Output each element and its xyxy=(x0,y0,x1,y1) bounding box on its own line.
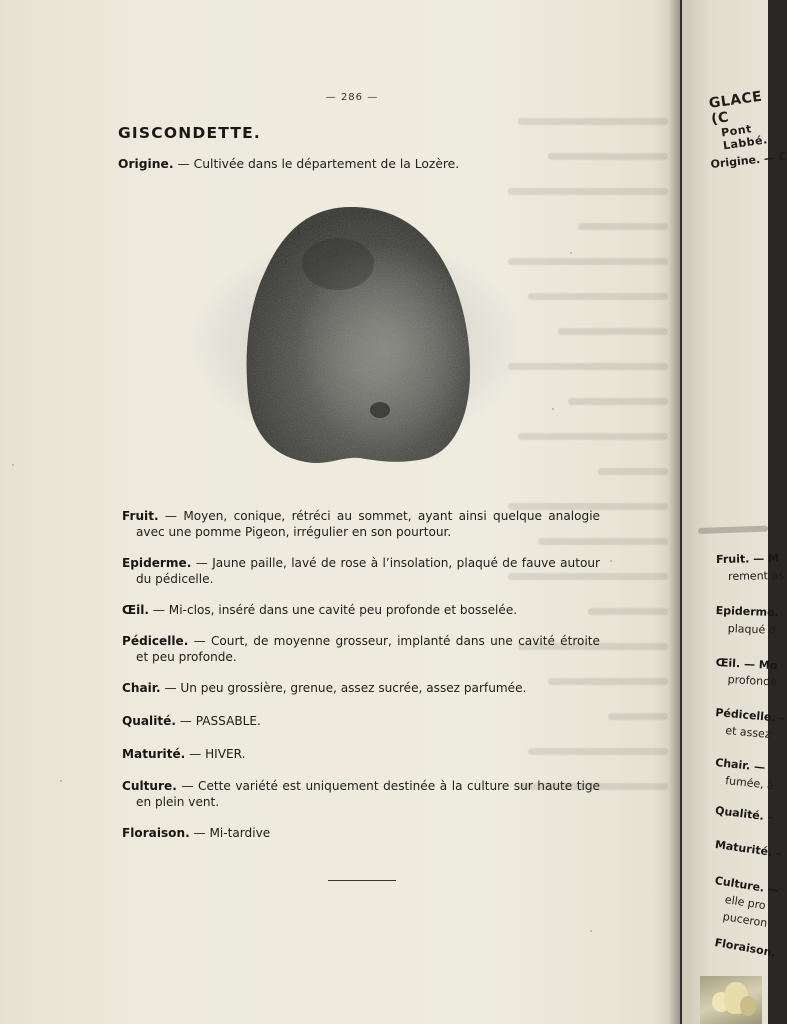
right-page xyxy=(682,0,787,1024)
next-field-oeil: Œil. — Mo xyxy=(715,656,778,673)
variety-title: GISCONDETTE. xyxy=(118,124,262,142)
end-rule xyxy=(328,880,396,881)
origin-line xyxy=(118,157,459,171)
next-origin: Origine. — C xyxy=(710,150,787,171)
page-number: — 286 — xyxy=(325,92,379,103)
next-field-pedicelle: Pédicelle. – xyxy=(714,706,786,726)
field-pedicelle: Pédicelle. — Court, de moyenne grosseur, implanté dans une cavité étroite et peu profonde. xyxy=(122,634,600,664)
origin-label: Origine. xyxy=(118,157,174,171)
field-qualite: Qualité. — PASSABLE. xyxy=(122,714,261,728)
next-field-floraison: Floraison. xyxy=(713,936,777,960)
next-field-culture: Culture. — xyxy=(713,874,780,897)
corner-thumbnail xyxy=(700,976,762,1024)
fruit-photo xyxy=(242,204,472,468)
field-culture: Culture. — Cette variété est uniquement destinée à la culture sur haute tige en plein vent. xyxy=(122,779,600,809)
field-chair: Chair. — Un peu grossière, grenue, assez sucrée, assez parfumée. xyxy=(122,681,527,695)
field-maturite: Maturité. — HIVER. xyxy=(122,747,246,761)
next-field-maturite: Maturité. – xyxy=(714,838,783,861)
field-fruit: Fruit. — Moyen, conique, rétréci au sommet, ayant ainsi quelque analogie avec une pomme Pigeon, irrégulier en son pourtour. xyxy=(122,509,600,539)
field-epiderme: Epiderme. — Jaune paille, lavé de rose à l’insolation, plaqué de fauve autour du pédicelle. xyxy=(122,556,600,586)
description-block xyxy=(122,508,600,841)
next-variety-title: GLACE (C Pont Labbé. xyxy=(708,88,769,153)
field-floraison: Floraison. — Mi-tardive xyxy=(122,826,271,840)
origin-text: — Cultivée dans le département de la Lozère. xyxy=(173,157,460,171)
next-field-chair: Chair. — xyxy=(714,756,766,775)
next-field-qualite: Qualité. – xyxy=(714,804,774,825)
field-oeil: Œil. — Mi-clos, inséré dans une cavité peu profonde et bosselée. xyxy=(122,603,518,617)
next-field-fruit: Fruit. — M xyxy=(716,551,780,566)
next-field-epiderme: Epiderme. xyxy=(715,604,779,620)
right-page-text: GLACE (C Pont Labbé. Origine. — C Fruit. — M rement as Epiderme. plaqué d Œil. — Mo profonde Pédicelle. – et assez Chair. — fumée, à Qualité. – Maturité. – Culture. — elle pro puceron Floraison. xyxy=(682,0,768,1024)
